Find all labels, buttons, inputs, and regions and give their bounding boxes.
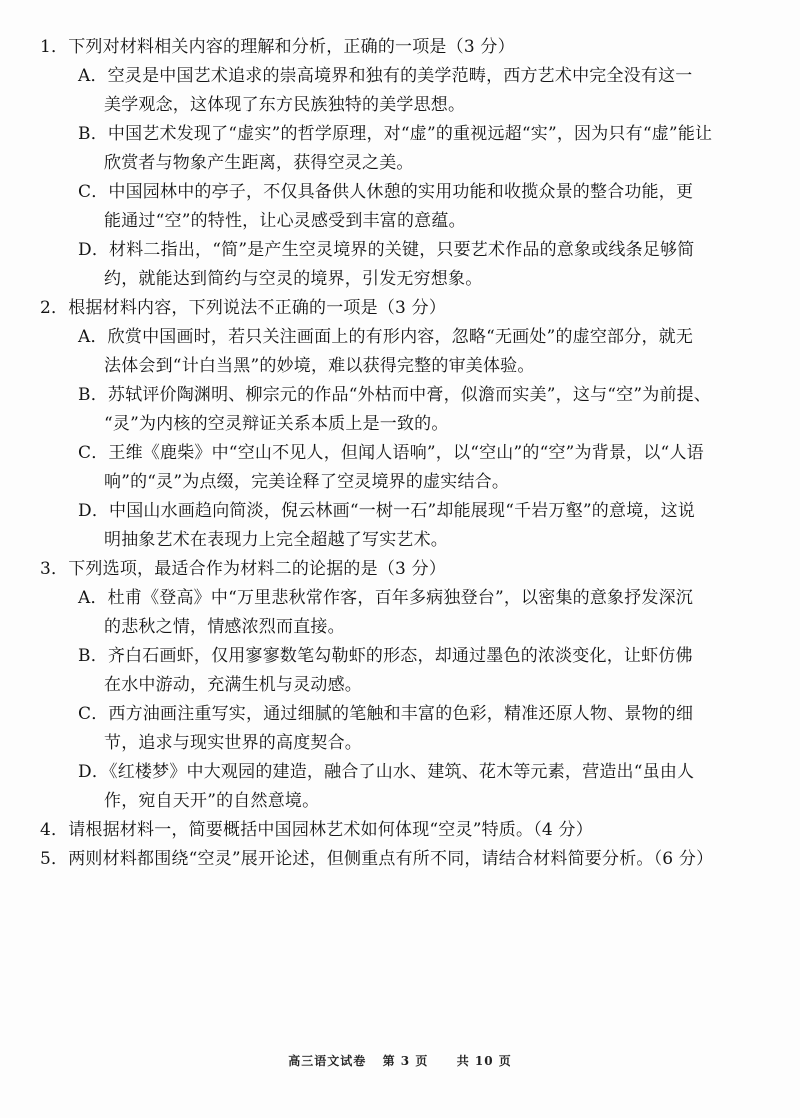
question-3-option-b: B．齐白石画虾，仅用寥寥数笔勾勒虾的形态，却通过墨色的浓淡变化，让虾仿佛 bbox=[78, 646, 693, 666]
question-1-option-a: A．空灵是中国艺术追求的崇高境界和独有的美学范畴，西方艺术中完全没有这一 bbox=[78, 66, 693, 86]
question-1-option-a-cont: 美学观念，这体现了东方民族独特的美学思想。 bbox=[104, 95, 466, 115]
question-2-stem: 2．根据材料内容，下列说法不正确的一项是（3 分） bbox=[40, 298, 447, 318]
question-3-option-b-cont: 在水中游动，充满生机与灵动感。 bbox=[104, 675, 362, 695]
question-2-option-c-cont: 响”的“灵”为点缀，完美诠释了空灵境界的虚实结合。 bbox=[104, 472, 510, 492]
question-1-option-d: D．材料二指出，“简”是产生空灵境界的关键，只要艺术作品的意象或线条足够简 bbox=[78, 240, 695, 260]
question-2-option-a: A．欣赏中国画时，若只关注画面上的有形内容，忽略“无画处”的虚空部分，就无 bbox=[78, 327, 694, 347]
question-1-option-b: B．中国艺术发现了“虚实”的哲学原理，对“虚”的重视远超“实”，因为只有“虚”能让 bbox=[78, 124, 713, 144]
question-1-stem: 1．下列对材料相关内容的理解和分析，正确的一项是（3 分） bbox=[40, 37, 515, 57]
question-1-option-b-cont: 欣赏者与物象产生距离，获得空灵之美。 bbox=[104, 153, 414, 173]
question-2-option-c: C．王维《鹿柴》中“空山不见人，但闻人语响”，以“空山”的“空”为背景，以“人语 bbox=[78, 443, 704, 463]
question-2-option-b: B．苏轼评价陶渊明、柳宗元的作品“外枯而中膏，似澹而实美”，这与“空”为前提、 bbox=[78, 385, 712, 405]
footer-page-number: 第 3 页 bbox=[382, 1054, 429, 1068]
footer-total-pages: 共 10 页 bbox=[456, 1054, 512, 1068]
question-3-option-d-cont: 作，宛自天开”的自然意境。 bbox=[104, 791, 320, 811]
question-5-stem: 5．两则材料都围绕“空灵”展开论述，但侧重点有所不同，请结合材料简要分析。（6 分） bbox=[40, 849, 714, 869]
question-3-option-d: D．《红楼梦》中大观园的建造，融合了山水、建筑、花木等元素，营造出“虽由人 bbox=[78, 762, 695, 782]
question-3-option-a-cont: 的悲秋之情，情感浓烈而直接。 bbox=[104, 617, 345, 637]
question-3-option-c-cont: 节，追求与现实世界的高度契合。 bbox=[104, 733, 362, 753]
question-4-stem: 4．请根据材料一，简要概括中国园林艺术如何体现“空灵”特质。（4 分） bbox=[40, 820, 593, 840]
question-1-option-c-cont: 能通过“空”的特性，让心灵感受到丰富的意蕴。 bbox=[104, 211, 466, 231]
question-1-option-c: C．中国园林中的亭子，不仅具备供人休憩的实用功能和收揽众景的整合功能，更 bbox=[78, 182, 694, 202]
question-3-option-a: A．杜甫《登高》中“万里悲秋常作客，百年多病独登台”，以密集的意象抒发深沉 bbox=[78, 588, 694, 608]
question-2-option-a-cont: 法体会到“计白当黑”的妙境，难以获得完整的审美体验。 bbox=[104, 356, 535, 376]
question-2-option-b-cont: “灵”为内核的空灵辩证关系本质上是一致的。 bbox=[104, 414, 449, 434]
question-3-option-c: C．西方油画注重写实，通过细腻的笔触和丰富的色彩，精准还原人物、景物的细 bbox=[78, 704, 694, 724]
page-footer bbox=[0, 1053, 800, 1069]
question-2-option-d-cont: 明抽象艺术在表现力上完全超越了写实艺术。 bbox=[104, 530, 448, 550]
question-2-option-d: D．中国山水画趋向简淡，倪云林画“一树一石”却能展现“千岩万壑”的意境，这说 bbox=[78, 501, 695, 521]
footer-title: 高三语文试卷 bbox=[288, 1054, 367, 1068]
question-3-stem: 3．下列选项，最适合作为材料二的论据的是（3 分） bbox=[40, 559, 447, 579]
question-1-option-d-cont: 约，就能达到简约与空灵的境界，引发无穷想象。 bbox=[104, 269, 483, 289]
